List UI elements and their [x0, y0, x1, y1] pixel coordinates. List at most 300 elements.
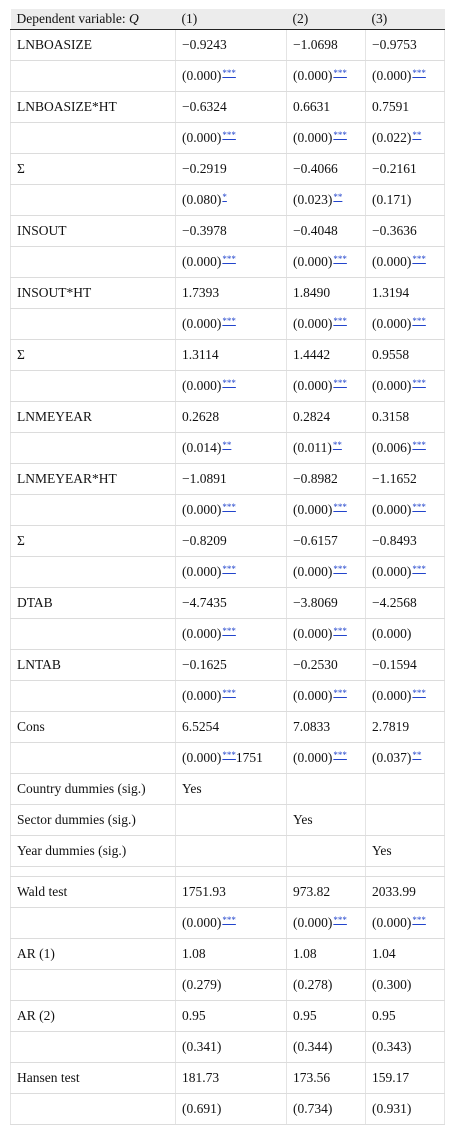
cell-value: (0.000): [372, 68, 412, 83]
cell-col-3: [366, 588, 445, 619]
row-label: Σ: [11, 340, 176, 371]
table-row: [11, 185, 445, 216]
cell-value: 173.56: [293, 1070, 331, 1085]
row-label: [11, 908, 176, 939]
significance-marker: *: [222, 192, 227, 202]
table-row: [11, 650, 445, 681]
cell-value: 2.7819: [372, 719, 410, 734]
cell-col-2: [287, 908, 366, 939]
cell-value: (0.000): [293, 68, 333, 83]
cell-value: 159.17: [372, 1070, 410, 1085]
table-row: [11, 309, 445, 340]
cell-col-1: [176, 495, 287, 526]
cell-value: (0.931): [372, 1101, 412, 1116]
table-row: [11, 743, 445, 774]
cell-col-1: [176, 743, 287, 774]
cell-col-1: [176, 309, 287, 340]
header-dependent-variable: [11, 9, 176, 30]
significance-marker: ***: [222, 254, 236, 264]
cell-value: −0.8209: [182, 533, 227, 548]
cell-value: (0.000): [182, 626, 222, 641]
cell-value: (0.000): [293, 626, 333, 641]
cell-value: 0.3158: [372, 409, 410, 424]
significance-marker: **: [332, 440, 342, 450]
cell-value: 1.3114: [182, 347, 219, 362]
cell-value: 181.73: [182, 1070, 220, 1085]
significance-marker: **: [222, 440, 232, 450]
cell-value: 1.3194: [372, 285, 410, 300]
cell-col-1: [176, 92, 287, 123]
cell-col-2: [287, 970, 366, 1001]
cell-col-3: [366, 154, 445, 185]
row-label: [11, 185, 176, 216]
header-col-3: (3): [366, 9, 445, 30]
row-label: [11, 743, 176, 774]
cell-value: 6.5254: [182, 719, 220, 734]
cell-value: (0.000): [372, 254, 412, 269]
cell-value: (0.000): [293, 316, 333, 331]
table-row: [11, 970, 445, 1001]
significance-marker: ***: [333, 502, 347, 512]
cell-value: (0.011): [293, 440, 332, 455]
cell-col-1: [176, 681, 287, 712]
table-row: [11, 30, 445, 61]
row-label: [11, 1094, 176, 1125]
cell-col-3: [366, 743, 445, 774]
cell-value: (0.000): [182, 130, 222, 145]
row-label: Cons: [11, 712, 176, 743]
table-row: [11, 402, 445, 433]
table-row: [11, 619, 445, 650]
cell-col-1: [176, 836, 287, 867]
cell-col-3: [366, 1001, 445, 1032]
cell-value: −3.8069: [293, 595, 338, 610]
row-label: Σ: [11, 526, 176, 557]
cell-col-3: [366, 908, 445, 939]
header-row: [11, 9, 445, 30]
header-col-1: (1): [176, 9, 287, 30]
cell-col-2: [287, 588, 366, 619]
table-row: [11, 1094, 445, 1125]
cell-col-3: [366, 278, 445, 309]
row-label: Hansen test: [11, 1063, 176, 1094]
cell-value: (0.344): [293, 1039, 333, 1054]
cell-col-2: [287, 495, 366, 526]
cell-col-2: [287, 774, 366, 805]
cell-col-2: [287, 154, 366, 185]
cell-col-1: [176, 61, 287, 92]
cell-value: −0.2161: [372, 161, 417, 176]
cell-value: (0.000): [372, 915, 412, 930]
cell-value: −4.2568: [372, 595, 417, 610]
table-row: [11, 774, 445, 805]
cell-value: 1.8490: [293, 285, 331, 300]
cell-col-2: [287, 402, 366, 433]
table-row: [11, 908, 445, 939]
cell-col-1: [176, 712, 287, 743]
table-row: [11, 557, 445, 588]
table-row: [11, 433, 445, 464]
cell-value: (0.000): [293, 688, 333, 703]
table-row: [11, 495, 445, 526]
cell-col-3: [366, 619, 445, 650]
cell-value: Yes: [182, 781, 202, 796]
significance-marker: ***: [222, 915, 236, 925]
cell-col-1: [176, 774, 287, 805]
cell-col-3: [366, 805, 445, 836]
significance-marker: ***: [412, 915, 426, 925]
cell-value: 1.08: [293, 946, 317, 961]
table-row: [11, 464, 445, 495]
cell-value: (0.006): [372, 440, 412, 455]
spacer-row: [11, 867, 445, 877]
table-row: [11, 61, 445, 92]
row-label: [11, 557, 176, 588]
cell-col-3: [366, 712, 445, 743]
cell-value: (0.171): [372, 192, 412, 207]
cell-col-1: [176, 805, 287, 836]
cell-col-1: [176, 588, 287, 619]
cell-col-3: [366, 464, 445, 495]
significance-marker: ***: [412, 688, 426, 698]
cell-col-3: [366, 836, 445, 867]
cell-value: 0.2824: [293, 409, 331, 424]
cell-value: −0.9753: [372, 37, 417, 52]
row-label: [11, 371, 176, 402]
table-row: [11, 216, 445, 247]
cell-value: 0.95: [293, 1008, 317, 1023]
cell-value: (0.000): [293, 254, 333, 269]
significance-marker: **: [412, 750, 422, 760]
regression-table-container: [10, 9, 444, 1125]
cell-col-1: [176, 402, 287, 433]
cell-value: 0.7591: [372, 99, 410, 114]
significance-marker: ***: [412, 378, 426, 388]
cell-col-2: [287, 216, 366, 247]
table-row: [11, 526, 445, 557]
cell-value: −0.1594: [372, 657, 417, 672]
significance-marker: ***: [222, 316, 236, 326]
table-row: [11, 836, 445, 867]
cell-col-2: [287, 1063, 366, 1094]
cell-col-2: [287, 30, 366, 61]
table-row: [11, 247, 445, 278]
row-label: [11, 247, 176, 278]
cell-value: −4.7435: [182, 595, 227, 610]
cell-value: (0.000): [182, 688, 222, 703]
cell-value: (0.000): [293, 130, 333, 145]
cell-value: (0.341): [182, 1039, 222, 1054]
significance-marker: ***: [222, 68, 236, 78]
cell-col-1: [176, 557, 287, 588]
cell-col-2: [287, 185, 366, 216]
cell-col-2: [287, 309, 366, 340]
cell-col-2: [287, 247, 366, 278]
cell-col-3: [366, 1032, 445, 1063]
table-row: [11, 371, 445, 402]
significance-marker: ***: [222, 564, 236, 574]
cell-value: (0.000): [293, 915, 333, 930]
row-label: [11, 681, 176, 712]
cell-trailing-text: 1751: [235, 750, 263, 765]
cell-value: 0.2628: [182, 409, 220, 424]
table-row: [11, 712, 445, 743]
row-label: LNBOASIZE*HT: [11, 92, 176, 123]
cell-col-2: [287, 877, 366, 908]
cell-value: 1.08: [182, 946, 206, 961]
cell-value: −1.0698: [293, 37, 338, 52]
row-label: DTAB: [11, 588, 176, 619]
cell-value: (0.000): [372, 688, 412, 703]
row-label: [11, 1032, 176, 1063]
cell-col-2: [287, 867, 366, 877]
cell-value: −0.9243: [182, 37, 227, 52]
header-dependent-label: Dependent variable:: [16, 11, 129, 26]
significance-marker: ***: [333, 564, 347, 574]
cell-value: (0.000): [293, 378, 333, 393]
significance-marker: ***: [412, 502, 426, 512]
cell-col-3: [366, 402, 445, 433]
cell-value: (0.023): [293, 192, 333, 207]
cell-col-2: [287, 743, 366, 774]
cell-value: 0.9558: [372, 347, 410, 362]
cell-col-2: [287, 836, 366, 867]
cell-value: −1.0891: [182, 471, 227, 486]
table-row: [11, 877, 445, 908]
cell-value: 973.82: [293, 884, 331, 899]
cell-col-1: [176, 371, 287, 402]
cell-value: −0.6157: [293, 533, 338, 548]
header-col-2: (2): [287, 9, 366, 30]
cell-value: 1751.93: [182, 884, 226, 899]
table-row: [11, 154, 445, 185]
table-row: [11, 1063, 445, 1094]
cell-col-1: [176, 908, 287, 939]
significance-marker: ***: [333, 378, 347, 388]
significance-marker: ***: [333, 68, 347, 78]
row-label: INSOUT: [11, 216, 176, 247]
cell-col-3: [366, 681, 445, 712]
table-row: [11, 340, 445, 371]
cell-value: 1.4442: [293, 347, 331, 362]
cell-col-3: [366, 1094, 445, 1125]
significance-marker: **: [412, 130, 422, 140]
cell-col-1: [176, 464, 287, 495]
significance-marker: ***: [333, 316, 347, 326]
significance-marker: ***: [333, 915, 347, 925]
row-label: LNMEYEAR*HT: [11, 464, 176, 495]
cell-value: (0.278): [293, 977, 333, 992]
cell-col-3: [366, 216, 445, 247]
cell-col-1: [176, 877, 287, 908]
cell-col-3: [366, 185, 445, 216]
cell-value: −0.3978: [182, 223, 227, 238]
cell-value: 1.7393: [182, 285, 220, 300]
cell-value: 2033.99: [372, 884, 416, 899]
cell-col-3: [366, 650, 445, 681]
cell-value: −0.2919: [182, 161, 227, 176]
cell-value: −0.2530: [293, 657, 338, 672]
significance-marker: ***: [412, 440, 426, 450]
cell-col-3: [366, 123, 445, 154]
cell-value: (0.000): [372, 502, 412, 517]
cell-col-1: [176, 619, 287, 650]
row-label: [11, 495, 176, 526]
cell-col-3: [366, 1063, 445, 1094]
cell-col-1: [176, 1094, 287, 1125]
cell-col-2: [287, 1032, 366, 1063]
cell-col-1: [176, 123, 287, 154]
cell-value: 7.0833: [293, 719, 331, 734]
cell-value: −0.8493: [372, 533, 417, 548]
cell-col-1: [176, 939, 287, 970]
significance-marker: ***: [412, 316, 426, 326]
cell-col-2: [287, 61, 366, 92]
cell-col-2: [287, 805, 366, 836]
row-label: [11, 61, 176, 92]
table-body: [11, 30, 445, 1125]
cell-col-3: [366, 877, 445, 908]
cell-col-2: [287, 278, 366, 309]
row-label: LNTAB: [11, 650, 176, 681]
cell-col-1: [176, 154, 287, 185]
row-label: Wald test: [11, 877, 176, 908]
row-label: INSOUT*HT: [11, 278, 176, 309]
cell-value: (0.000): [182, 316, 222, 331]
cell-col-3: [366, 61, 445, 92]
row-label: [11, 433, 176, 464]
row-label: Σ: [11, 154, 176, 185]
cell-value: Yes: [372, 843, 392, 858]
cell-value: (0.000): [372, 316, 412, 331]
cell-col-2: [287, 1094, 366, 1125]
significance-marker: **: [333, 192, 343, 202]
significance-marker: ***: [222, 688, 236, 698]
row-label: AR (2): [11, 1001, 176, 1032]
cell-value: (0.080): [182, 192, 222, 207]
cell-col-3: [366, 557, 445, 588]
cell-col-1: [176, 1063, 287, 1094]
cell-col-3: [366, 433, 445, 464]
cell-col-1: [176, 278, 287, 309]
header-dependent-symbol: Q: [128, 11, 139, 26]
cell-col-1: [176, 970, 287, 1001]
cell-value: Yes: [293, 812, 313, 827]
cell-value: (0.000): [182, 378, 222, 393]
cell-value: −1.1652: [372, 471, 417, 486]
significance-marker: ***: [222, 378, 236, 388]
cell-col-1: [176, 867, 287, 877]
cell-value: −0.3636: [372, 223, 417, 238]
cell-value: (0.000): [182, 750, 222, 765]
table-row: [11, 588, 445, 619]
cell-col-2: [287, 526, 366, 557]
cell-value: −0.8982: [293, 471, 338, 486]
cell-col-2: [287, 1001, 366, 1032]
cell-value: (0.000): [372, 378, 412, 393]
row-label: [11, 309, 176, 340]
row-label: Sector dummies (sig.): [11, 805, 176, 836]
cell-col-3: [366, 495, 445, 526]
cell-col-3: [366, 526, 445, 557]
cell-value: (0.343): [372, 1039, 412, 1054]
row-label: Country dummies (sig.): [11, 774, 176, 805]
table-row: [11, 1032, 445, 1063]
cell-col-3: [366, 340, 445, 371]
cell-value: (0.300): [372, 977, 412, 992]
cell-col-3: [366, 774, 445, 805]
significance-marker: ***: [222, 750, 236, 760]
cell-value: (0.000): [182, 564, 222, 579]
cell-col-1: [176, 650, 287, 681]
cell-value: 0.95: [372, 1008, 396, 1023]
cell-col-2: [287, 557, 366, 588]
row-label: [11, 619, 176, 650]
cell-value: (0.000): [372, 564, 412, 579]
cell-value: (0.000): [293, 502, 333, 517]
cell-value: (0.022): [372, 130, 412, 145]
cell-col-1: [176, 247, 287, 278]
cell-value: 0.6631: [293, 99, 331, 114]
cell-col-2: [287, 92, 366, 123]
table-row: [11, 939, 445, 970]
cell-value: (0.000): [182, 254, 222, 269]
cell-col-1: [176, 526, 287, 557]
cell-col-2: [287, 939, 366, 970]
cell-value: (0.691): [182, 1101, 222, 1116]
table-row: [11, 123, 445, 154]
cell-col-2: [287, 123, 366, 154]
significance-marker: ***: [333, 130, 347, 140]
cell-col-1: [176, 30, 287, 61]
table-row: [11, 1001, 445, 1032]
cell-col-3: [366, 309, 445, 340]
cell-col-3: [366, 30, 445, 61]
cell-col-1: [176, 433, 287, 464]
table-row: [11, 278, 445, 309]
cell-col-2: [287, 464, 366, 495]
row-label: Year dummies (sig.): [11, 836, 176, 867]
row-label: LNMEYEAR: [11, 402, 176, 433]
cell-value: 1.04: [372, 946, 396, 961]
cell-col-3: [366, 247, 445, 278]
significance-marker: ***: [333, 688, 347, 698]
row-label: [11, 123, 176, 154]
significance-marker: ***: [222, 130, 236, 140]
cell-value: (0.037): [372, 750, 412, 765]
cell-value: −0.1625: [182, 657, 227, 672]
cell-col-2: [287, 340, 366, 371]
significance-marker: ***: [412, 68, 426, 78]
table-row: [11, 681, 445, 712]
cell-col-2: [287, 712, 366, 743]
cell-value: (0.000): [372, 626, 412, 641]
regression-results-table: [10, 9, 445, 1125]
significance-marker: ***: [222, 626, 236, 636]
cell-value: (0.000): [182, 68, 222, 83]
significance-marker: ***: [333, 750, 347, 760]
cell-value: (0.279): [182, 977, 222, 992]
cell-value: (0.000): [182, 915, 222, 930]
cell-col-1: [176, 1032, 287, 1063]
cell-value: 0.95: [182, 1008, 206, 1023]
significance-marker: ***: [333, 254, 347, 264]
cell-value: (0.734): [293, 1101, 333, 1116]
cell-col-2: [287, 681, 366, 712]
cell-col-2: [287, 619, 366, 650]
cell-col-3: [366, 939, 445, 970]
cell-col-1: [176, 185, 287, 216]
